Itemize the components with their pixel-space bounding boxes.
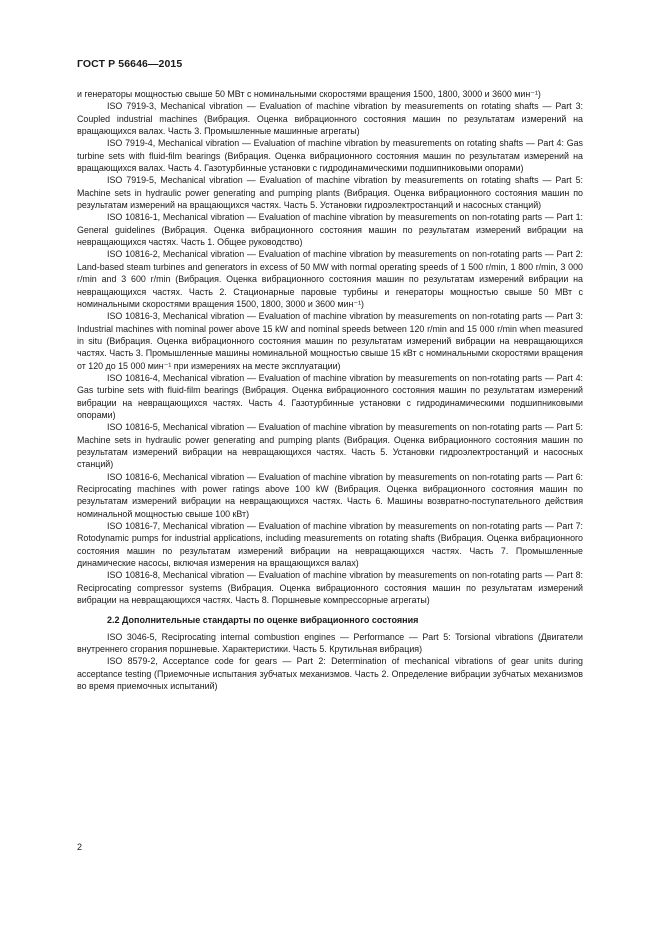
section-heading: 2.2 Дополнительные стандарты по оценке вибрационного состояния xyxy=(107,615,419,626)
reference-item: ISO 10816-3, Mechanical vibration — Evaluation of machine vibration by measurements on non-rotating parts — Part 3: Industrial machines with nominal power above 15 kW and nominal speeds between 120 r/min and 15 000 r/min when measured in situ (Вибрация. Оценка вибрационного состояния машин по результатам измерений вибрации на невращающихся частях. Часть 3. Промышленные машины номинальной мощностью свыше 15 кВт с номинальными скоростями вращения от 120 до 15 000 мин⁻¹ при измерениях на месте эксплуатации) xyxy=(77,311,583,371)
reference-item: ISO 10816-7, Mechanical vibration — Evaluation of machine vibration by measurements on non-rotating parts — Part 7: Rotodynamic pumps for industrial applications, including measurements on rotating shafts (Вибрация. Оценка вибрационного состояния машин по результатам измерений вибрации на невращающихся частях. Часть 7. Промышленные динамические насосы, включая измерения на вращающихся валах) xyxy=(77,521,583,569)
reference-item: ISO 7919-4, Mechanical vibration — Evaluation of machine vibration by measurements on rotating shafts — Part 4: Gas turbine sets with fluid-film bearings (Вибрация. Оценка вибрационного состояния машин по результатам измерений на вращающихся валах. Часть 4. Газотурбинные установки с гидродинамическими подшипниковыми опорами) xyxy=(77,138,583,174)
reference-item: ISO 10816-8, Mechanical vibration — Evaluation of machine vibration by measurements on non-rotating parts — Part 8: Reciprocating compressor systems (Вибрация. Оценка вибрационного состояния машин по результатам измерений вибрации на невращающихся частях. Часть 8. Поршневые компрессорные агрегаты) xyxy=(77,570,583,606)
reference-item: ISO 3046-5, Reciprocating internal combustion engines — Performance — Part 5: Torsional vibrations (Двигатели внутреннего сгорания поршневые. Характеристики. Часть 5. Крутильная вибрация) xyxy=(77,631,583,655)
reference-item: ISO 7919-3, Mechanical vibration — Evaluation of machine vibration by measurements on rotating shafts — Part 3: Coupled industrial machines (Вибрация. Оценка вибрационного состояния машин по результатам измерений на вращающихся валах. Часть 3. Промышленные машинные агрегаты) xyxy=(77,101,583,137)
reference-item: ISO 10816-1, Mechanical vibration — Evaluation of machine vibration by measurements on non-rotating parts — Part 1: General guidelines (Вибрация. Оценка вибрационного состояния машин по результатам измерений вибрации на невращающихся частях. Часть 1. Общее руководство) xyxy=(77,212,583,248)
reference-item: ISO 10816-2, Mechanical vibration — Evaluation of machine vibration by measurements on non-rotating parts — Part 2: Land-based steam turbines and generators in excess of 50 MW with normal operating speeds of 1 500 r/min, 1 800 r/min, 3 000 r/min and 3 600 r/min (Вибрация. Оценка вибрационного состояния машин по результатам измерений вибрации на невращающихся частях. Часть 2. Стационарные паровые турбины и генераторы мощностью свыше 50 МВт с номинальными скоростями вращения 1500, 1800, 3000 и 3600 мин⁻¹) xyxy=(77,249,583,309)
document-header: ГОСТ Р 56646—2015 xyxy=(77,58,183,70)
reference-item: ISO 8579-2, Acceptance code for gears — Part 2: Determination of mechanical vibrations of gear units during acceptance testing (Приемочные испытания зубчатых механизмов. Часть 2. Определение вибрации зубчатых механизмов во время приемочных испытаний) xyxy=(77,656,583,692)
reference-list-rotating-and-nonrotating xyxy=(77,100,583,606)
page-number: 2 xyxy=(77,842,83,852)
reference-item: ISO 10816-5, Mechanical vibration — Evaluation of machine vibration by measurements on non-rotating parts — Part 5: Machine sets in hydraulic power generating and pumping plants (Вибрация. Оценка вибрационного состояния машин по результатам измерений вибрации на невращающихся частях. Часть 5. Установки гидроэлектростанций и насосных станций) xyxy=(77,422,583,470)
reference-item: ISO 7919-5, Mechanical vibration — Evaluation of machine vibration by measurements on rotating shafts — Part 5: Machine sets in hydraulic power generating and pumping plants (Вибрация. Оценка вибрационного состояния машин по результатам измерений на вращающихся частях. Часть 5. Установки гидроэлектростанций и насосных станций) xyxy=(77,175,583,211)
reference-item: ISO 10816-4, Mechanical vibration — Evaluation of machine vibration by measurements on non-rotating parts — Part 4: Gas turbine sets with fluid-film bearings (Вибрация. Оценка вибрационного состояния машин по результатам измерений вибрации на невращающихся частях. Часть 4. Газотурбинные установки с гидродинамическими подшипниковыми опорами) xyxy=(77,372,583,420)
reference-item: ISO 10816-6, Mechanical vibration — Evaluation of machine vibration by measurements on non-rotating parts — Part 6: Reciprocating machines with power ratings above 100 kW (Вибрация. Оценка вибрационного состояния машин по результатам измерений вибрации на невращающихся частях. Часть 6. Машины возвратно-поступательного действия номинальной мощностью свыше 100 кВт) xyxy=(77,471,583,519)
continued-paragraph: и генераторы мощностью свыше 50 МВт с номинальными скоростями вращения 1500, 1800, 3000 и 3600 мин⁻¹) xyxy=(77,89,541,99)
reference-list-additional xyxy=(77,631,583,693)
document-body xyxy=(77,88,583,693)
